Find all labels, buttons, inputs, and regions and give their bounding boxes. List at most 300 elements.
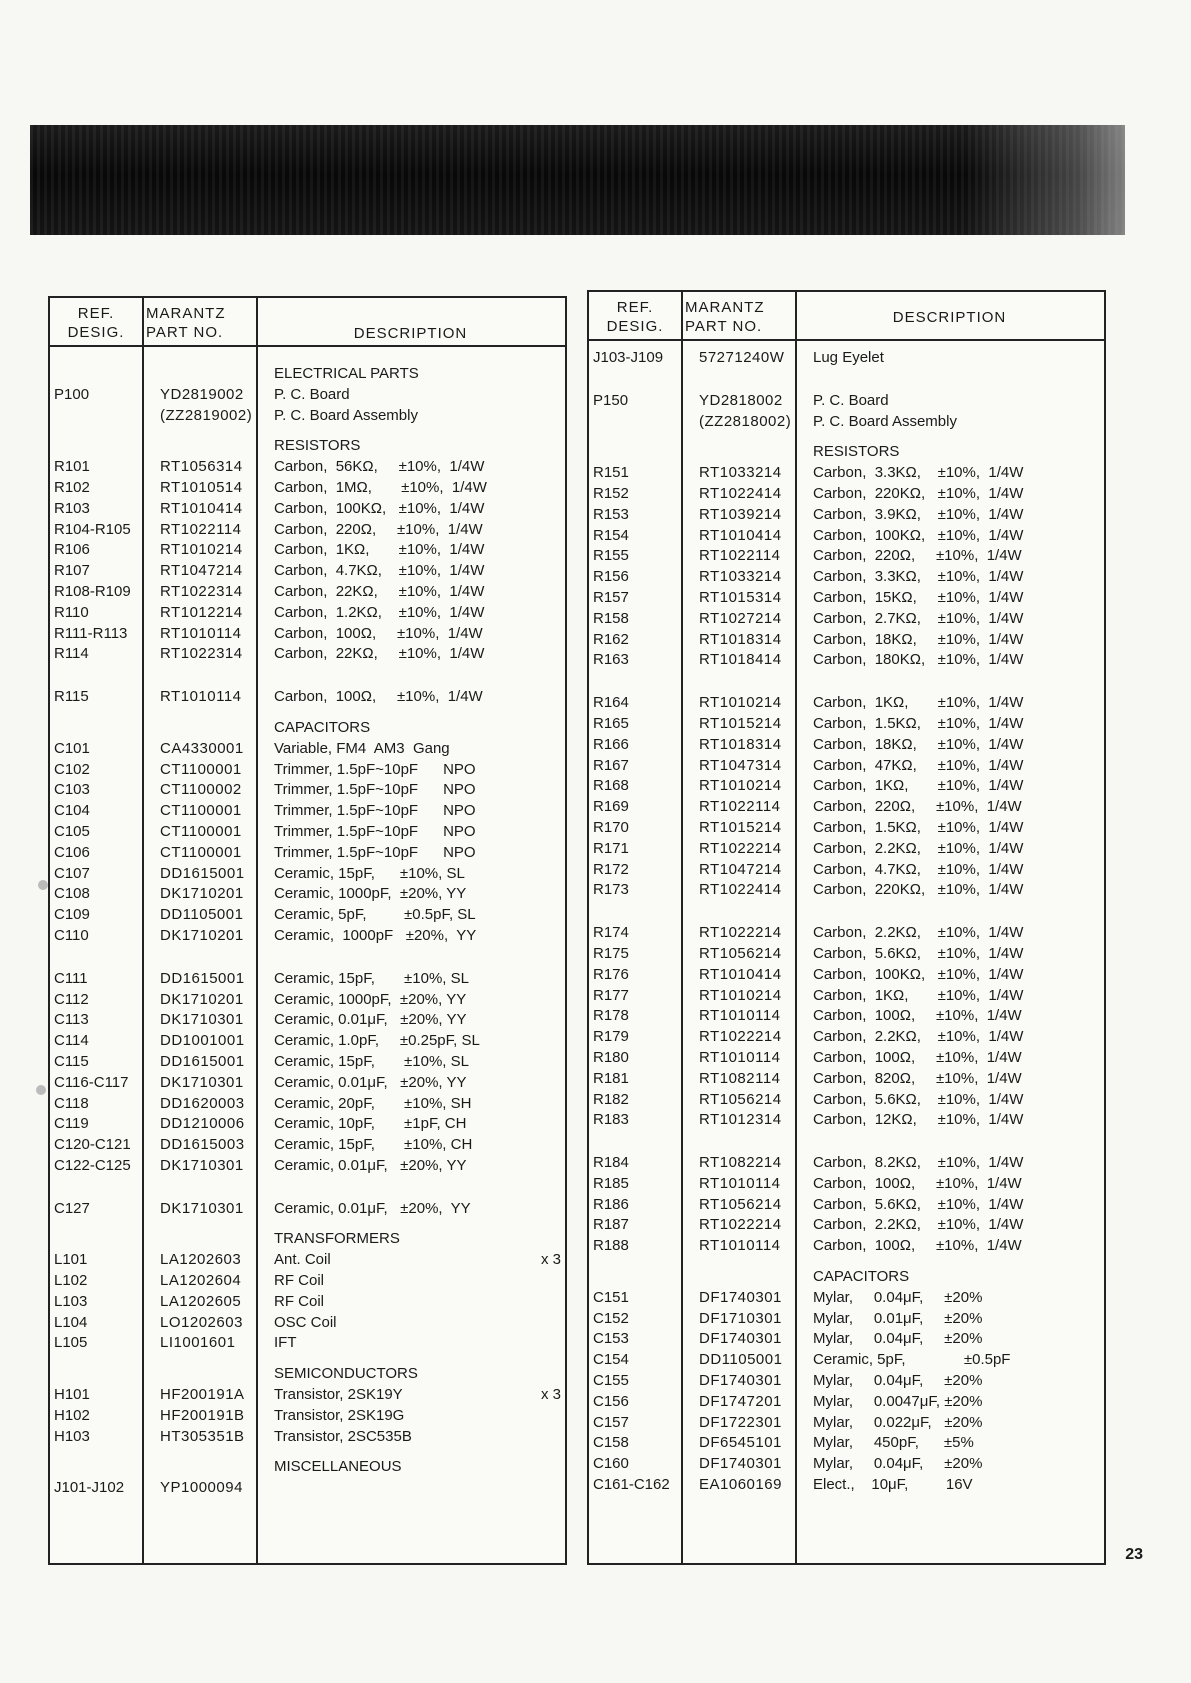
table-row xyxy=(50,801,565,822)
ref-desig-cell: R163 xyxy=(593,651,629,669)
table-row xyxy=(50,1427,565,1448)
ref-desig-cell: C127 xyxy=(54,1199,90,1217)
description-cell: Carbon, 2.7KΩ, ±10%, 1/4W xyxy=(813,609,1024,627)
description-cell: Carbon, 100KΩ, ±10%, 1/4W xyxy=(274,499,485,517)
ref-desig-cell: R101 xyxy=(54,458,90,476)
description-cell: Carbon, 5.6KΩ, ±10%, 1/4W xyxy=(813,944,1024,962)
description-cell: Trimmer, 1.5pF~10pF NPO xyxy=(274,843,476,861)
ref-desig-cell: C110 xyxy=(54,926,89,944)
section-heading-row xyxy=(50,1457,565,1478)
table-row xyxy=(50,969,565,990)
table-row xyxy=(589,714,1104,735)
ref-desig-cell: R111-R113 xyxy=(54,624,128,642)
part-number-cell: DD1105001 xyxy=(699,1351,783,1369)
description-cell: Carbon, 100Ω, ±10%, 1/4W xyxy=(813,1237,1022,1255)
table-row xyxy=(589,818,1104,839)
part-number-cell: LA1202605 xyxy=(160,1292,242,1310)
section-heading: SEMICONDUCTORS xyxy=(274,1365,418,1383)
desig-label: DESIG. xyxy=(606,318,664,335)
ref-desig-cell: C109 xyxy=(54,906,90,924)
part-number-cell: DD1210006 xyxy=(160,1115,245,1133)
part-number-cell: RT1033214 xyxy=(699,464,782,482)
table-row xyxy=(50,905,565,926)
table-row xyxy=(50,739,565,760)
ref-desig-cell: R180 xyxy=(593,1048,629,1066)
part-number-cell: RT1022314 xyxy=(160,582,243,600)
binding-hole xyxy=(36,1085,46,1095)
ref-desig-cell: L105 xyxy=(54,1334,88,1352)
table-row xyxy=(50,1385,565,1406)
part-number-cell: DF1710301 xyxy=(699,1309,782,1327)
part-number-cell: EA1060169 xyxy=(699,1476,782,1494)
description-cell: Ceramic, 0.01μF, ±20%, YY xyxy=(274,1199,471,1217)
table-row xyxy=(50,1313,565,1334)
part-number-cell: RT1039214 xyxy=(699,505,782,523)
table-row xyxy=(50,1478,565,1499)
ref-desig-cell: R169 xyxy=(593,798,629,816)
description-cell: Carbon, 1KΩ, ±10%, 1/4W xyxy=(813,694,1024,712)
ref-desig-cell: R177 xyxy=(593,986,629,1004)
table-row xyxy=(50,603,565,624)
part-number-cell: RT1010114 xyxy=(699,1174,781,1192)
table-row xyxy=(589,923,1104,944)
part-number-cell: LA1202603 xyxy=(160,1251,242,1269)
ref-desig-cell: C122-C125 xyxy=(54,1156,131,1174)
description-cell: Carbon, 1MΩ, ±10%, 1/4W xyxy=(274,478,487,496)
table-row xyxy=(589,526,1104,547)
part-number-cell: RT1018314 xyxy=(699,735,782,753)
table-row xyxy=(589,1288,1104,1309)
table-row xyxy=(50,1010,565,1031)
ref-desig-cell: R166 xyxy=(593,735,629,753)
part-number-cell: RT1022214 xyxy=(699,839,782,857)
ref-desig-cell: C160 xyxy=(593,1455,629,1473)
table-row xyxy=(589,1371,1104,1392)
part-number-cell: RT1033214 xyxy=(699,568,782,586)
ref-desig-cell: P150 xyxy=(593,391,629,409)
description-cell: Carbon, 180KΩ, ±10%, 1/4W xyxy=(813,651,1024,669)
description-cell: Carbon, 1.5KΩ, ±10%, 1/4W xyxy=(813,714,1024,732)
part-number-cell: YD2819002 xyxy=(160,385,244,403)
description-cell: Ceramic, 15pF, ±10%, CH xyxy=(274,1136,473,1154)
part-number-cell: DF1740301 xyxy=(699,1330,782,1348)
part-number-cell: RT1022114 xyxy=(160,520,242,538)
description-cell: Carbon, 3.9KΩ, ±10%, 1/4W xyxy=(813,505,1024,523)
ref-label: REF. xyxy=(616,299,654,316)
marantz-label: MARANTZ xyxy=(685,299,765,316)
description-cell: Carbon, 5.6KΩ, ±10%, 1/4W xyxy=(813,1195,1024,1213)
table-row xyxy=(50,1250,565,1271)
part-number-cell: RT1056214 xyxy=(699,1195,782,1213)
description-cell: Carbon, 2.2KΩ, ±10%, 1/4W xyxy=(813,839,1024,857)
part-number-cell: LO1202603 xyxy=(160,1313,243,1331)
part-number-cell: LI1001601 xyxy=(160,1334,236,1352)
part-number-cell: RT1012314 xyxy=(699,1111,782,1129)
description-cell: Transistor, 2SC535B xyxy=(274,1427,412,1445)
ref-desig-cell: C106 xyxy=(54,843,90,861)
ref-desig-cell: H102 xyxy=(54,1406,90,1424)
description-cell: Mylar, 0.0047μF, ±20% xyxy=(813,1392,983,1410)
description-cell: Ceramic, 0.01μF, ±20%, YY xyxy=(274,1156,467,1174)
ref-desig-cell: C112 xyxy=(54,990,89,1008)
part-number-cell: (ZZ2818002) xyxy=(699,412,792,430)
part-number-cell: DK1710301 xyxy=(160,1156,244,1174)
part-number-cell: RT1022114 xyxy=(699,547,781,565)
description-cell: Carbon, 18KΩ, ±10%, 1/4W xyxy=(813,735,1024,753)
table-row xyxy=(50,582,565,603)
description-cell: Trimmer, 1.5pF~10pF NPO xyxy=(274,802,476,820)
desig-label: DESIG. xyxy=(67,324,125,341)
table-row xyxy=(589,391,1104,412)
ref-desig-cell: C115 xyxy=(54,1052,89,1070)
table-row xyxy=(589,412,1104,433)
table-row xyxy=(589,1350,1104,1371)
table-row xyxy=(50,864,565,885)
description-cell: Carbon, 4.7KΩ, ±10%, 1/4W xyxy=(813,860,1024,878)
description-cell: Carbon, 100KΩ, ±10%, 1/4W xyxy=(813,526,1024,544)
part-number-cell: RT1010414 xyxy=(160,499,243,517)
rows-right xyxy=(589,348,1104,1496)
ref-desig-cell: R183 xyxy=(593,1111,629,1129)
ref-desig-cell: R102 xyxy=(54,478,90,496)
description-cell: Carbon, 1KΩ, ±10%, 1/4W xyxy=(274,541,485,559)
description-cell: Ceramic, 10pF, ±1pF, CH xyxy=(274,1115,467,1133)
quantity-note: x 3 xyxy=(540,1386,561,1404)
description-cell: Mylar, 450pF, ±5% xyxy=(813,1434,974,1452)
part-number-cell: RT1056314 xyxy=(160,458,243,476)
table-row xyxy=(50,385,565,406)
section-heading: TRANSFORMERS xyxy=(274,1230,400,1248)
ref-desig-cell: C151 xyxy=(593,1288,629,1306)
description-cell: P. C. Board xyxy=(813,391,889,409)
ref-desig-cell: C111 xyxy=(54,969,88,987)
ref-desig-cell: P100 xyxy=(54,385,90,403)
ref-desig-cell: J101-J102 xyxy=(54,1479,125,1497)
table-row xyxy=(50,499,565,520)
part-number-cell: RT1082114 xyxy=(699,1069,781,1087)
ref-desig-cell: C118 xyxy=(54,1094,89,1112)
part-no-label: PART NO. xyxy=(146,324,224,341)
ref-desig-cell: R106 xyxy=(54,541,90,559)
description-cell: Ant. Coil xyxy=(274,1251,331,1269)
part-number-cell: DK1710301 xyxy=(160,1011,244,1029)
section-heading: RESISTORS xyxy=(274,437,361,455)
rows-left xyxy=(50,354,565,1499)
part-number-cell: RT1022414 xyxy=(699,484,782,502)
description-cell: Mylar, 0.01μF, ±20% xyxy=(813,1309,983,1327)
ref-desig-cell: R103 xyxy=(54,499,90,517)
table-row xyxy=(50,1073,565,1094)
table-row xyxy=(589,735,1104,756)
ref-desig-cell: R153 xyxy=(593,505,629,523)
table-row xyxy=(50,1031,565,1052)
description-cell: Carbon, 18KΩ, ±10%, 1/4W xyxy=(813,630,1024,648)
description-cell: OSC Coil xyxy=(274,1313,337,1331)
table-row xyxy=(589,1475,1104,1496)
part-number-cell: RT1047214 xyxy=(160,562,243,580)
description-cell: Carbon, 15KΩ, ±10%, 1/4W xyxy=(813,588,1024,606)
part-number-cell: RT1022214 xyxy=(699,924,782,942)
ref-desig-cell: R110 xyxy=(54,603,89,621)
table-row xyxy=(50,457,565,478)
table-row xyxy=(589,463,1104,484)
description-cell: Carbon, 2.2KΩ, ±10%, 1/4W xyxy=(813,924,1024,942)
ref-desig-cell: R170 xyxy=(593,818,629,836)
table-row xyxy=(589,944,1104,965)
description-cell: Carbon, 220Ω, ±10%, 1/4W xyxy=(813,798,1022,816)
description-cell: Ceramic, 15pF, ±10%, SL xyxy=(274,1052,469,1070)
description-cell: Carbon, 1.2KΩ, ±10%, 1/4W xyxy=(274,603,485,621)
ref-desig-cell: R107 xyxy=(54,562,90,580)
part-number-cell: RT1022314 xyxy=(160,645,243,663)
table-row xyxy=(50,1406,565,1427)
ref-desig-cell: C157 xyxy=(593,1413,629,1431)
part-number-cell: CT1100002 xyxy=(160,781,242,799)
description-cell: IFT xyxy=(274,1334,297,1352)
ref-desig-cell: R173 xyxy=(593,881,629,899)
description-cell: Carbon, 2.2KΩ, ±10%, 1/4W xyxy=(813,1028,1024,1046)
description-cell: Transistor, 2SK19Y xyxy=(274,1386,403,1404)
description-cell: RF Coil xyxy=(274,1292,325,1310)
table-row xyxy=(50,1156,565,1177)
table-row xyxy=(50,1333,565,1354)
table-row xyxy=(50,1135,565,1156)
table-row xyxy=(589,1153,1104,1174)
table-row xyxy=(50,687,565,708)
ref-desig-cell: R184 xyxy=(593,1154,629,1172)
table-row xyxy=(589,880,1104,901)
part-number-cell: RT1010414 xyxy=(699,965,782,983)
part-number-cell: RT1015214 xyxy=(699,714,782,732)
ref-desig-cell: R151 xyxy=(593,464,629,482)
description-cell: RF Coil xyxy=(274,1272,325,1290)
ref-desig-cell: R185 xyxy=(593,1174,629,1192)
table-row xyxy=(589,650,1104,671)
description-cell: Ceramic, 1000pF, ±20%, YY xyxy=(274,885,467,903)
section-heading: CAPACITORS xyxy=(813,1268,910,1286)
ref-desig-cell: R104-R105 xyxy=(54,520,131,538)
section-heading-row xyxy=(50,364,565,385)
part-number-cell: HF200191A xyxy=(160,1386,245,1404)
description-cell: Ceramic, 15pF, ±10%, SL xyxy=(274,969,469,987)
ref-desig-cell: H101 xyxy=(54,1386,90,1404)
ref-desig-header xyxy=(589,298,681,336)
ref-desig-cell: R162 xyxy=(593,630,629,648)
description-cell: Mylar, 0.04μF, ±20% xyxy=(813,1372,983,1390)
description-cell: Carbon, 220KΩ, ±10%, 1/4W xyxy=(813,881,1024,899)
part-number-cell: DD1615003 xyxy=(160,1136,245,1154)
part-number-cell: RT1015314 xyxy=(699,588,782,606)
ref-desig-cell: L103 xyxy=(54,1292,88,1310)
part-number-cell: DD1620003 xyxy=(160,1094,245,1112)
description-cell: Carbon, 8.2KΩ, ±10%, 1/4W xyxy=(813,1154,1024,1172)
table-row xyxy=(589,693,1104,714)
table-row xyxy=(589,1309,1104,1330)
part-number-cell: RT1010114 xyxy=(699,1048,781,1066)
table-row xyxy=(589,839,1104,860)
header-divider xyxy=(50,345,565,347)
ref-desig-cell: R115 xyxy=(54,688,89,706)
section-heading-row xyxy=(50,718,565,739)
part-number-cell: RT1010414 xyxy=(699,526,782,544)
ref-desig-cell: R179 xyxy=(593,1028,629,1046)
table-row xyxy=(50,1114,565,1135)
part-number-cell: DD1615001 xyxy=(160,864,245,882)
description-cell: Trimmer, 1.5pF~10pF NPO xyxy=(274,760,476,778)
ref-desig-cell: R164 xyxy=(593,694,629,712)
description-cell: Carbon, 22KΩ, ±10%, 1/4W xyxy=(274,645,485,663)
section-heading: MISCELLANEOUS xyxy=(274,1458,402,1476)
table-row xyxy=(50,843,565,864)
description-cell: P. C. Board Assembly xyxy=(274,406,418,424)
part-number-cell: RT1010514 xyxy=(160,478,243,496)
table-row xyxy=(50,926,565,947)
description-cell: Carbon, 820Ω, ±10%, 1/4W xyxy=(813,1069,1022,1087)
table-row xyxy=(589,1454,1104,1475)
description-cell: Carbon, 1KΩ, ±10%, 1/4W xyxy=(813,986,1024,1004)
table-row xyxy=(589,505,1104,526)
part-number-cell: YP1000094 xyxy=(160,1479,243,1497)
part-no-header xyxy=(146,304,256,342)
part-number-cell: DF1747201 xyxy=(699,1392,782,1410)
ref-desig-cell: C114 xyxy=(54,1032,89,1050)
ref-desig-cell: C153 xyxy=(593,1330,629,1348)
ref-desig-cell: R154 xyxy=(593,526,629,544)
part-number-cell: RT1082214 xyxy=(699,1154,782,1172)
ref-desig-cell: R114 xyxy=(54,645,89,663)
description-cell: Ceramic, 1000pF ±20%, YY xyxy=(274,926,477,944)
ref-desig-cell: C155 xyxy=(593,1372,629,1390)
part-number-cell: RT1010114 xyxy=(160,688,242,706)
part-number-cell: RT1027214 xyxy=(699,609,782,627)
part-number-cell: RT1056214 xyxy=(699,944,782,962)
description-cell: Mylar, 0.022μF, ±20% xyxy=(813,1413,983,1431)
table-row xyxy=(50,1199,565,1220)
page-number: 23 xyxy=(1125,1546,1143,1563)
table-row xyxy=(50,406,565,427)
description-cell: Carbon, 100Ω, ±10%, 1/4W xyxy=(813,1007,1022,1025)
table-row xyxy=(589,1110,1104,1131)
part-number-cell: DF1740301 xyxy=(699,1288,782,1306)
ref-desig-cell: R168 xyxy=(593,777,629,795)
description-cell: P. C. Board xyxy=(274,385,350,403)
ref-desig-cell: L104 xyxy=(54,1313,88,1331)
description-cell: Trimmer, 1.5pF~10pF NPO xyxy=(274,781,476,799)
description-cell: Carbon, 100Ω, ±10%, 1/4W xyxy=(274,624,483,642)
ref-desig-cell: C119 xyxy=(54,1115,89,1133)
ref-desig-cell: J103-J109 xyxy=(593,349,664,366)
ref-desig-cell: C156 xyxy=(593,1392,629,1410)
section-heading-row xyxy=(589,442,1104,463)
description-cell: Carbon, 12KΩ, ±10%, 1/4W xyxy=(813,1111,1024,1129)
part-number-cell: DK1710301 xyxy=(160,1073,244,1091)
binding-hole xyxy=(38,880,48,890)
part-number-cell: RT1022114 xyxy=(699,798,781,816)
ref-desig-cell: C116-C117 xyxy=(54,1073,129,1091)
table-row xyxy=(589,1329,1104,1350)
table-row xyxy=(50,540,565,561)
ref-desig-cell: C102 xyxy=(54,760,90,778)
ref-desig-cell: C120-C121 xyxy=(54,1136,131,1154)
section-heading: ELECTRICAL PARTS xyxy=(274,365,419,382)
part-number-cell: HT305351B xyxy=(160,1427,245,1445)
ref-desig-cell: R176 xyxy=(593,965,629,983)
ref-desig-cell: R108-R109 xyxy=(54,582,131,600)
ref-desig-cell: R188 xyxy=(593,1237,629,1255)
table-row xyxy=(50,760,565,781)
ref-desig-cell: C152 xyxy=(593,1309,629,1327)
table-row xyxy=(589,1195,1104,1216)
ref-desig-cell: C104 xyxy=(54,802,90,820)
part-number-cell: CT1100001 xyxy=(160,760,242,778)
table-row xyxy=(589,1433,1104,1454)
description-cell: Transistor, 2SK19G xyxy=(274,1406,405,1424)
description-cell: Carbon, 100Ω, ±10%, 1/4W xyxy=(813,1048,1022,1066)
part-number-cell: YD2818002 xyxy=(699,391,783,409)
table-row xyxy=(50,884,565,905)
description-cell: Carbon, 1KΩ, ±10%, 1/4W xyxy=(813,777,1024,795)
ref-desig-cell: C158 xyxy=(593,1434,629,1452)
ref-desig-cell: R165 xyxy=(593,714,629,732)
ref-desig-cell: C103 xyxy=(54,781,90,799)
part-number-cell: DF1740301 xyxy=(699,1455,782,1473)
part-number-cell: DF6545101 xyxy=(699,1434,782,1452)
ref-desig-cell: R158 xyxy=(593,609,629,627)
description-cell: Trimmer, 1.5pF~10pF NPO xyxy=(274,822,476,840)
header-divider xyxy=(589,339,1104,341)
ref-desig-header xyxy=(50,304,142,342)
description-cell: Carbon, 56KΩ, ±10%, 1/4W xyxy=(274,458,485,476)
table-row xyxy=(50,644,565,665)
part-number-cell: DK1710201 xyxy=(160,990,244,1008)
table-row xyxy=(50,561,565,582)
ref-desig-cell: R182 xyxy=(593,1090,629,1108)
part-number-cell: (ZZ2819002) xyxy=(160,406,253,424)
part-number-cell: RT1010214 xyxy=(160,541,243,559)
part-number-cell: RT1047314 xyxy=(699,756,782,774)
part-number-cell: DD1105001 xyxy=(160,906,244,924)
section-heading-row xyxy=(589,1267,1104,1288)
part-number-cell: DD1615001 xyxy=(160,1052,245,1070)
header-band xyxy=(30,125,1125,235)
part-number-cell: RT1015214 xyxy=(699,818,782,836)
table-row xyxy=(50,478,565,499)
part-number-cell: CT1100001 xyxy=(160,822,242,840)
description-cell: Carbon, 220KΩ, ±10%, 1/4W xyxy=(813,484,1024,502)
part-number-cell: RT1010114 xyxy=(160,624,242,642)
section-heading-row xyxy=(50,436,565,457)
table-row xyxy=(589,567,1104,588)
part-number-cell: DD1615001 xyxy=(160,969,245,987)
table-row xyxy=(50,624,565,645)
section-heading: CAPACITORS xyxy=(274,718,371,736)
table-row xyxy=(50,780,565,801)
ref-desig-cell: C107 xyxy=(54,864,90,882)
part-number-cell: RT1010114 xyxy=(699,1237,781,1255)
description-cell: Ceramic, 20pF, ±10%, SH xyxy=(274,1094,472,1112)
description-cell: Carbon, 220Ω, ±10%, 1/4W xyxy=(274,520,483,538)
description-cell: Carbon, 220Ω, ±10%, 1/4W xyxy=(813,547,1022,565)
ref-desig-cell: C154 xyxy=(593,1351,629,1369)
part-number-cell: RT1010214 xyxy=(699,986,782,1004)
part-number-cell: RT1018314 xyxy=(699,630,782,648)
table-row xyxy=(589,1392,1104,1413)
table-row xyxy=(50,1271,565,1292)
description-cell: Carbon, 100Ω, ±10%, 1/4W xyxy=(813,1174,1022,1192)
table-row xyxy=(589,1027,1104,1048)
description-cell: Carbon, 100Ω, ±10%, 1/4W xyxy=(274,688,483,706)
table-row xyxy=(589,1090,1104,1111)
